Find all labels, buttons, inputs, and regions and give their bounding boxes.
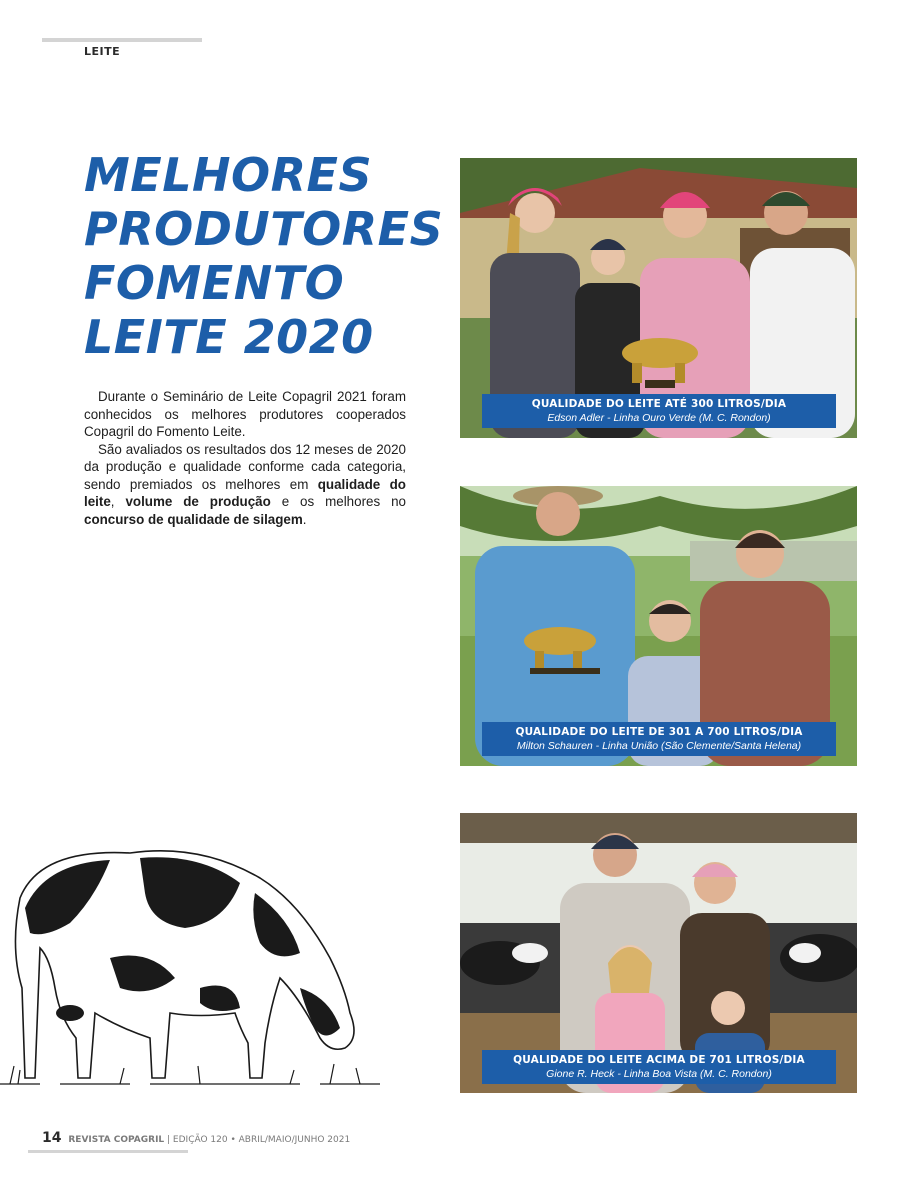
photo-2-caption-subtitle: Milton Schauren - Linha União (São Clemente/Santa Helena)	[516, 740, 802, 752]
photo-3-caption-subtitle: Gione R. Heck - Linha Boa Vista (M. C. Rondon)	[546, 1068, 772, 1080]
photo-3-caption	[482, 1050, 836, 1084]
photo-family-heck	[460, 813, 857, 1093]
photo-family-adler	[460, 158, 857, 438]
page-number: 14	[42, 1130, 62, 1146]
headline-line-1: MELHORES	[84, 148, 373, 202]
photo-2-caption	[482, 722, 836, 756]
bold-volume: volume de produção	[125, 494, 271, 509]
headline-line-2: PRODUTORES	[84, 202, 444, 256]
bold-silage: concurso de qualidade de silagem	[84, 511, 303, 527]
photo-1-caption-title: QUALIDADE DO LEITE ATÉ 300 LITROS/DIA	[531, 398, 787, 410]
article-body	[84, 388, 406, 528]
edition-info: | EDIÇÃO 120 • ABRIL/MAIO/JUNHO 2021	[164, 1135, 351, 1145]
paragraph-2: São avaliados os resultados dos 12 meses de 2020 da produção e qualidade conforme cada categoria, sendo premiados os melhores em qualidade do leite, volume de produção e os melhores no concurso de qualidade de silagem.	[84, 441, 406, 527]
photo-1-caption-subtitle: Edson Adler - Linha Ouro Verde (M. C. Rondon)	[547, 412, 771, 424]
photo-3-caption-title: QUALIDADE DO LEITE ACIMA DE 701 LITROS/DIA	[513, 1054, 805, 1066]
photo-2-caption-title: QUALIDADE DO LEITE DE 301 A 700 LITROS/DIA	[515, 726, 803, 738]
bold-quality: qualidade do leite	[84, 476, 406, 509]
photo-family-schauren	[460, 486, 857, 766]
section-label: LEITE	[84, 45, 121, 58]
photo-1-caption	[482, 394, 836, 428]
headline-line-3: FOMENTO	[84, 256, 345, 310]
section-rule	[42, 38, 202, 42]
paragraph-1: Durante o Seminário de Leite Copagril 2021 foram conhecidos os melhores produtores cooperados Copagril do Fomento Leite.	[84, 389, 406, 439]
page-footer	[42, 1130, 350, 1146]
headline-line-4: LEITE 2020	[84, 310, 374, 364]
magazine-name: REVISTA COPAGRIL	[68, 1135, 165, 1145]
article-headline	[84, 148, 444, 364]
footer-rule	[28, 1150, 188, 1153]
cow-illustration	[0, 838, 380, 1093]
